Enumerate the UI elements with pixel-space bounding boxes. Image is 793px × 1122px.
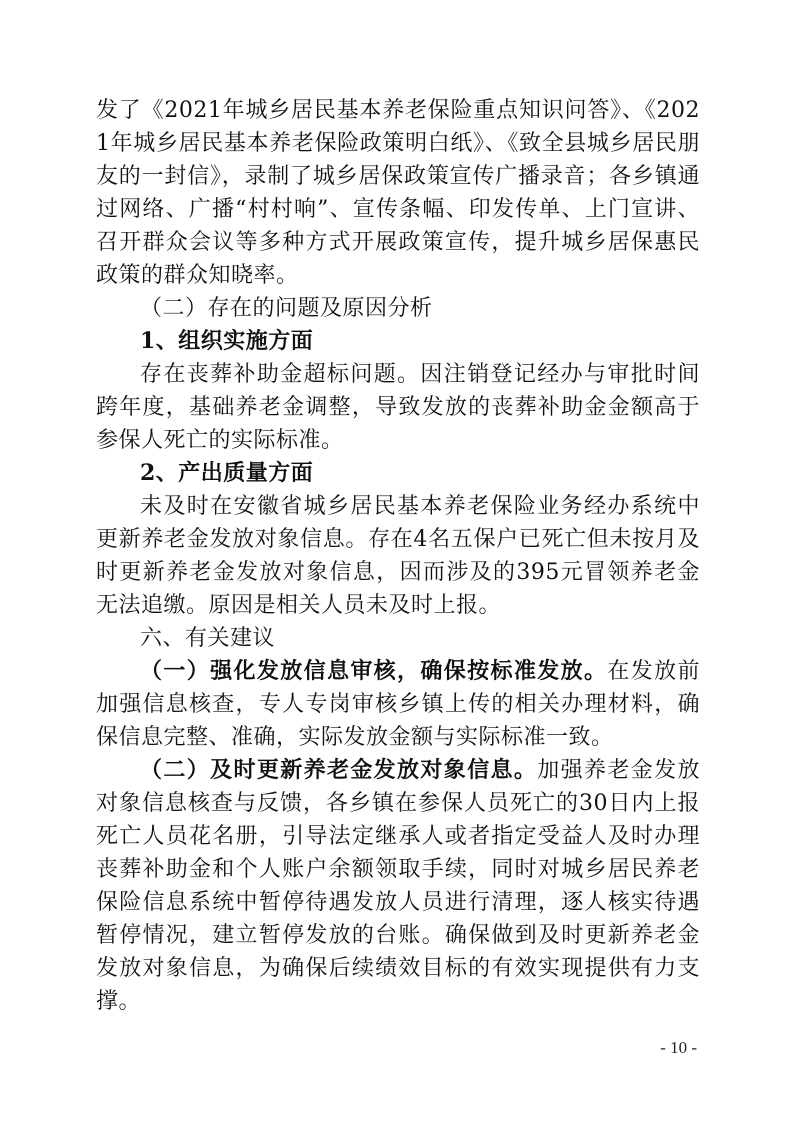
page-number: - 10 - bbox=[660, 1038, 697, 1057]
paragraph-organization: 存在丧葬补助金超标问题。因注销登记经办与审批时间跨年度，基础养老金调整，导致发放的丧葬补助金金额高于参保人死亡的实际标准。 bbox=[96, 362, 700, 453]
section-heading-problems: （二）存在的问题及原因分析 bbox=[140, 296, 433, 321]
suggestion-2-text: 加强养老金发放对象信息核查与反馈，各乡镇在参保人员死亡的30日内上报死亡人员花名册，引导法定继承人或者指定受益人及时办理丧葬补助金和个人账户余额领取手续，同时对城乡居民养老保险信息系统中暂停待遇发放人员进行清理，逐人核实待遇暂停情况，建立暂停发放的台账。确保做到及时更新养老金发放对象信息，为确保后续绩效目标的有效实现提供有力支撑。 bbox=[96, 758, 700, 1014]
suggestion-1 bbox=[96, 655, 700, 754]
section-heading-suggestions: 六、有关建议 bbox=[140, 626, 276, 651]
paragraph-output-quality: 未及时在安徽省城乡居民基本养老保险业务经办系统中更新养老金发放对象信息。存在4名五保户已死亡但未按月及时更新养老金发放对象信息，因而涉及的395元冒领养老金无法追缴。原因是相关人员未及时上报。 bbox=[96, 494, 700, 618]
suggestion-2-title: （二）及时更新养老金发放对象信息。 bbox=[140, 757, 538, 783]
document-body bbox=[96, 94, 700, 1018]
subheading-organization: 1、组织实施方面 bbox=[140, 328, 314, 354]
subheading-output-quality: 2、产出质量方面 bbox=[140, 460, 314, 486]
suggestion-1-text: 在发放前加强信息核查，专人专岗审核乡镇上传的相关办理材料，确保信息完整、准确，实际发放金额与实际标准一致。 bbox=[96, 659, 700, 750]
suggestion-2 bbox=[96, 754, 700, 1018]
intro-paragraph: 发了《2021年城乡居民基本养老保险重点知识问答》、《2021年城乡居民基本养老保险政策明白纸》、《致全县城乡居民朋友的一封信》，录制了城乡居保政策宣传广播录音；各乡镇通过网络、广播“村村响”、宣传条幅、印发传单、上门宣讲、召开群众会议等多种方式开展政策宣传，提升城乡居保惠民政策的群众知晓率。 bbox=[96, 98, 700, 288]
suggestion-1-title: （一）强化发放信息审核，确保按标准发放。 bbox=[140, 658, 608, 684]
